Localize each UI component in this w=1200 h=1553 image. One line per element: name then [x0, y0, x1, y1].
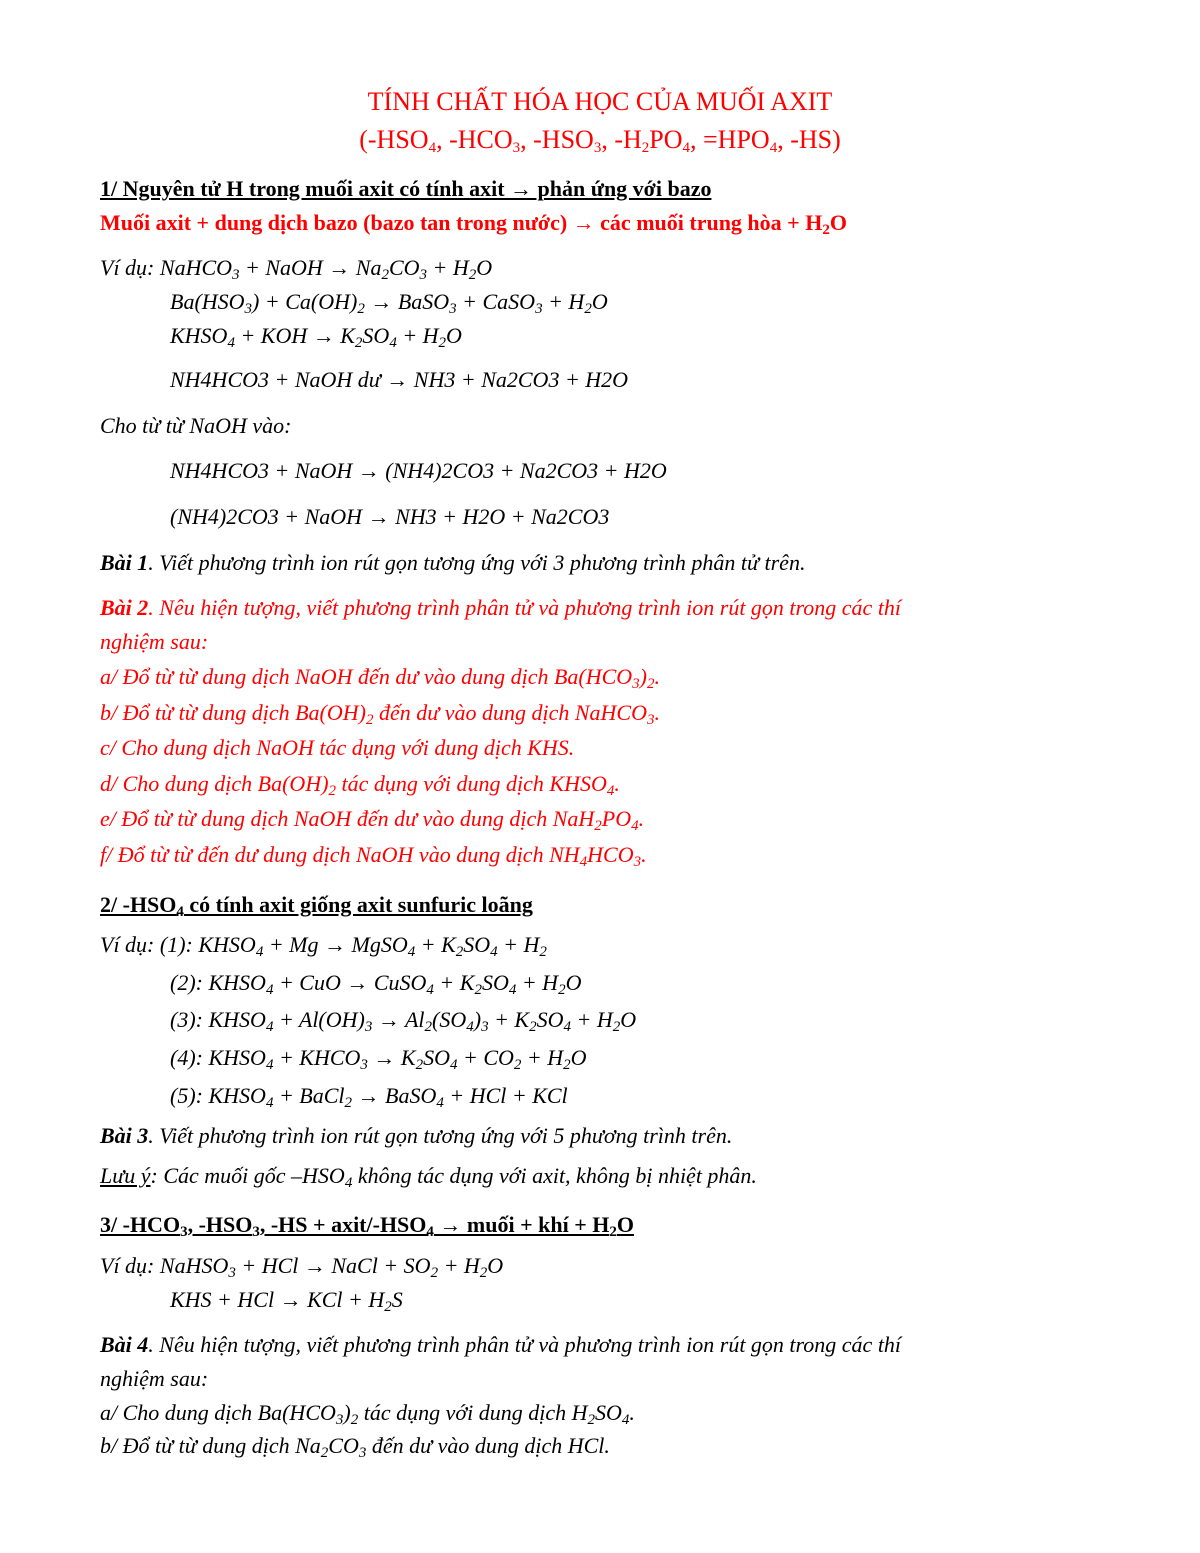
- subscript: 3: [252, 1224, 260, 1240]
- subscript: 2: [563, 1057, 571, 1073]
- subscript: 4: [508, 982, 517, 998]
- exercise-3-label: Bài 3: [100, 1123, 149, 1148]
- exercise-2-item-a: a/ Đổ từ từ dung dịch NaOH đến dư vào dung dịch $Ba(HCO_3)_2$.: [100, 664, 660, 692]
- exercise-2-text: . Nêu hiện tượng, viết phương trình phân tử và phương trình ion rút gọn trong các thí: [148, 595, 902, 620]
- subscript: 4: [389, 335, 397, 351]
- subscript: 2: [350, 1412, 359, 1428]
- subscript: 4: [426, 982, 434, 998]
- subscript: 2: [430, 1265, 439, 1281]
- subscript: 2: [641, 140, 650, 156]
- exercise-1: [100, 549, 805, 577]
- subscript: 4: [265, 1057, 274, 1073]
- subscript: 3: [232, 267, 240, 283]
- subscript: 2: [609, 1224, 617, 1240]
- subscript: 2: [328, 783, 337, 799]
- equation: NaHCO$_3$ + NaOH → $Na_2CO_3 + H_2O$: [159, 255, 493, 283]
- exercise-2-item-e: e/ Đổ từ từ dung dịch NaOH đến dư vào dung dịch $NaH_2PO_4$.: [100, 806, 645, 834]
- subscript: 4: [436, 1095, 444, 1111]
- subscript: 2: [539, 944, 547, 960]
- subscript: 2: [474, 982, 482, 998]
- subscript: 3: [593, 140, 602, 156]
- subscript: 2: [320, 1445, 329, 1461]
- subscript: 2: [513, 1057, 522, 1073]
- example-label: Ví dụ:: [100, 1253, 160, 1278]
- subscript: 4: [631, 818, 639, 834]
- subscript: 4: [344, 1175, 353, 1191]
- note-label: Lưu ý: [100, 1163, 151, 1188]
- subscript: 2: [612, 1019, 621, 1035]
- section-1-rule: Muối axit + dung dịch bazo (bazo tan trong nước) → các muối trung hòa + $H_2O$: [100, 210, 847, 238]
- subscript: 2: [415, 1057, 424, 1073]
- section-1-slow-label: Cho từ từ NaOH vào:: [100, 413, 292, 438]
- subscript: 4: [606, 783, 615, 799]
- section-3-heading: 3/ $-HCO_3$, $-HSO_3$, -HS + axit/$-HSO_4$ → muối + khí + $H_2O$: [100, 1212, 634, 1240]
- exercise-4-text: . Nêu hiện tượng, viết phương trình phân tử và phương trình ion rút gọn trong các thí: [148, 1332, 902, 1357]
- subscript: 3: [358, 1445, 367, 1461]
- equation: NaHSO$_3$ + HCl → NaCl + $SO_2 + H_2O$: [159, 1253, 504, 1281]
- exercise-3: [100, 1122, 732, 1150]
- subscript: 3: [180, 1224, 188, 1240]
- exercise-2-item-b: b/ Đổ từ từ dung dịch $Ba(OH)_2$ đến dư vào dung dịch NaHCO$_3$.: [100, 700, 660, 728]
- subscript: 2: [424, 1019, 433, 1035]
- section-2-example-1: [100, 931, 547, 959]
- subscript: 4: [176, 904, 184, 920]
- subscript: 4: [426, 1224, 434, 1240]
- section-1-example-4: NH4HCO3 + NaOH dư → NH3 + Na2CO3 + H2O: [170, 367, 629, 392]
- section-2-example-3: (3): $KHSO_4 + Al(OH)_3 \to Al_2(SO_4)_3 + K_2SO_4 + H_2O$: [170, 1007, 637, 1035]
- subscript: 4: [255, 944, 264, 960]
- example-label: Ví dụ:: [100, 255, 160, 280]
- section-3-example-2: KHS + HCl → KCl + $H_2S$: [170, 1287, 403, 1315]
- subscript: 4: [490, 944, 498, 960]
- exercise-4-label: Bài 4: [100, 1332, 149, 1357]
- page-title: TÍNH CHẤT HÓA HỌC CỦA MUỐI AXIT: [367, 87, 833, 116]
- exercise-4-item-a: a/ Cho dung dịch $Ba(HCO_3)_2$ tác dụng với dung dịch $H_2SO_4$.: [100, 1400, 635, 1428]
- subscript: 2: [584, 301, 592, 317]
- subscript: 4: [265, 982, 274, 998]
- subscript: 2: [468, 267, 477, 283]
- exercise-2-text-cont: nghiệm sau:: [100, 629, 209, 654]
- subscript: 4: [449, 1057, 458, 1073]
- subscript: 4: [769, 140, 778, 156]
- exercise-4: [100, 1331, 901, 1359]
- subscript: 2: [479, 1265, 488, 1281]
- exercise-3-text: . Viết phương trình ion rút gọn tương ứng với 5 phương trình trên.: [148, 1123, 733, 1148]
- subscript: 3: [633, 854, 642, 870]
- exercise-2-item-d: d/ Cho dung dịch $Ba(OH)_2$ tác dụng với dung dịch $KHSO_4$.: [100, 771, 620, 799]
- section-1-example-1: [100, 254, 492, 282]
- subscript: 4: [563, 1019, 571, 1035]
- subscript: 2: [455, 944, 464, 960]
- section-1-example-2: $Ba(HSO_3) + Ca(OH)_2$ → BaSO$_3$ + CaSO$_3$ + $H_2O$: [170, 289, 608, 317]
- section-2-example-2: (2): $KHSO_4$ + CuO → CuSO$_4$ + $K_2SO_4 + H_2O$: [170, 970, 582, 998]
- section-2-heading: 2/ $-HSO_4$ có tính axit giống axit sunfuric loãng: [100, 892, 533, 920]
- subscript: 2: [384, 1299, 392, 1315]
- subscript: 3: [360, 1057, 368, 1073]
- exercise-1-text: . Viết phương trình ion rút gọn tương ứng với 3 phương trình phân tử trên.: [148, 550, 806, 575]
- equation: (1): $KHSO_4 + Mg$ → MgSO$_4$ + $K_2SO_4 + H_2$: [159, 932, 547, 960]
- subscript: 4: [265, 1019, 274, 1035]
- subscript: 2: [587, 1412, 595, 1428]
- exercise-1-label: Bài 1: [100, 550, 149, 575]
- subscript: 4: [466, 1019, 474, 1035]
- section-2-example-5: (5): $KHSO_4$ + BaCl$_2$ → BaSO$_4$ + HCl + KCl: [170, 1083, 568, 1111]
- subscript: 3: [535, 301, 543, 317]
- exercise-2: [100, 594, 901, 622]
- subscript: 2: [529, 1019, 537, 1035]
- section-1-heading: 1/ Nguyên tử H trong muối axit có tính axit → phản ứng với bazo: [100, 176, 712, 201]
- note: [100, 1162, 757, 1190]
- subscript: 2: [647, 676, 655, 692]
- subscript: 2: [381, 267, 389, 283]
- section-3-example-1: [100, 1252, 503, 1280]
- exercise-2-item-f: f/ Đổ từ từ đến dư dung dịch NaOH vào dung dịch $NH_4HCO_3$.: [100, 842, 647, 870]
- section-1-example-3: $KHSO_4$ + KOH → $K_2SO_4 + H_2O$: [170, 323, 462, 351]
- subscript: 3: [364, 1019, 373, 1035]
- example-label: Ví dụ:: [100, 932, 160, 957]
- exercise-2-label: Bài 2: [100, 595, 149, 620]
- subscript: 3: [244, 301, 253, 317]
- subscript: 3: [335, 1412, 344, 1428]
- exercise-2-item-c: c/ Cho dung dịch NaOH tác dụng với dung dịch KHS.: [100, 735, 575, 760]
- subscript: 4: [682, 140, 690, 156]
- subscript: 2: [357, 301, 365, 317]
- subscript: 2: [344, 1095, 353, 1111]
- exercise-4-item-b: b/ Đổ từ từ dung dịch $Na_2CO_3$ đến dư vào dung dịch HCl.: [100, 1433, 610, 1461]
- page-subtitle-ions: ($-HSO_4$, $-HCO_3$, $-HSO_3$, $-H_2PO_4$, $=HPO_4$, -HS): [359, 125, 841, 156]
- subscript: 4: [621, 1412, 630, 1428]
- subscript: 2: [365, 712, 374, 728]
- section-1-example-5: NH4HCO3 + NaOH → (NH4)2CO3 + Na2CO3 + H2O: [170, 458, 667, 483]
- subscript: 2: [438, 335, 447, 351]
- subscript: 4: [407, 944, 416, 960]
- exercise-4-text-cont: nghiệm sau:: [100, 1366, 209, 1391]
- subscript: 3: [449, 301, 457, 317]
- subscript: 3: [481, 1019, 489, 1035]
- subscript: 4: [265, 1095, 274, 1111]
- subscript: 2: [354, 335, 363, 351]
- section-2-example-4: (4): $KHSO_4$ + $KHCO_3 \to K_2SO_4 + CO_2 + H_2O$: [170, 1045, 587, 1073]
- subscript: 3: [512, 140, 521, 156]
- subscript: 3: [228, 1265, 236, 1281]
- subscript: 4: [428, 140, 437, 156]
- subscript: 4: [227, 335, 235, 351]
- subscript: 3: [647, 712, 655, 728]
- subscript: 2: [594, 818, 602, 834]
- section-1-example-6: (NH4)2CO3 + NaOH → NH3 + H2O + Na2CO3: [170, 504, 610, 529]
- subscript: 3: [419, 267, 428, 283]
- subscript: 2: [558, 982, 566, 998]
- subscript: 4: [579, 854, 588, 870]
- subscript: 3: [632, 676, 640, 692]
- subscript: 2: [822, 222, 830, 238]
- note-text: : Các muối gốc $-HSO_4$ không tác dụng với axit, không bị nhiệt phân.: [150, 1163, 757, 1191]
